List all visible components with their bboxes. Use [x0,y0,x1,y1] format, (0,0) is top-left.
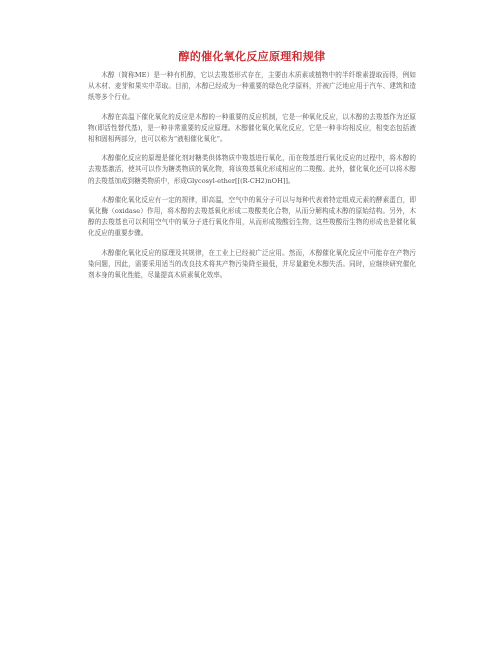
paragraph-1: 木醇（简称ME）是一种有机醇，它以去羧基形式存在，主要由木质素或植物中的半纤维素提取而得，例如从木材、麦芽和果实中萃取。目前，木醇已经成为一种重要的绿色化学原料，并被广泛地应用于汽车、建筑和造纸等多个行业。 [88,71,416,102]
paragraph-2: 木醇在高温下催化氧化的反应是木醇的一种重要的反应机制，它是一种氧化反应，以木醇的去羧基作为还原物(即活性替代基)，是一种非常重要的反应原理。木醇催化氧化氧化反应，它是一种非均相反应，相变态包括液相和固相两部分，也可以称为“液相催化氧化”。 [88,112,416,144]
document-title: 醇的催化氧化反应原理和规律 [178,50,326,63]
paragraph-4: 木醇催化氧化反应有一定的规律，即高温，空气中的氧分子可以与每种代表着特定组成元素的酵素蛋白，即氧化酶（oxidase）作用，将木醇的去羧基氧化形成二羧酸类化合物，从而分解构成木醇的原始结构。另外，木醇的去羧基也可以利用空气中的氧分子进行氧化作用，从而形成羧酸衍生物，这些羧酸衍生物的形成也是催化氧化反应的重要步骤。 [88,195,416,238]
paragraph-3: 木醇催化反应的原理是催化剂对糖类供体物质中羧基进行氧化，而在羧基进行氧化反应的过程中，将木醇的去羧基激活，使其可以作为糖类物质的氧化物，将该羧基氧化形成相应的二羧酸。此外，催化氧化还可以将木醇的去羧基加成到糖类物质中，形成Glycosyl-ether[[(R-CH2)nOH]]。 [88,154,416,185]
paragraph-5: 木醇催化氧化反应的原理及其规律，在工业上已经被广泛应用。然而，木醇催化氧化反应中可能存在产物污染问题，因此，需要采用适当的改良技术将其产物污染降至最低，并尽量避免木醇失活。同时，应继续研究催化剂本身的氧化性能，尽量提高木质素氧化效率。 [88,248,416,280]
document-body [88,70,416,289]
